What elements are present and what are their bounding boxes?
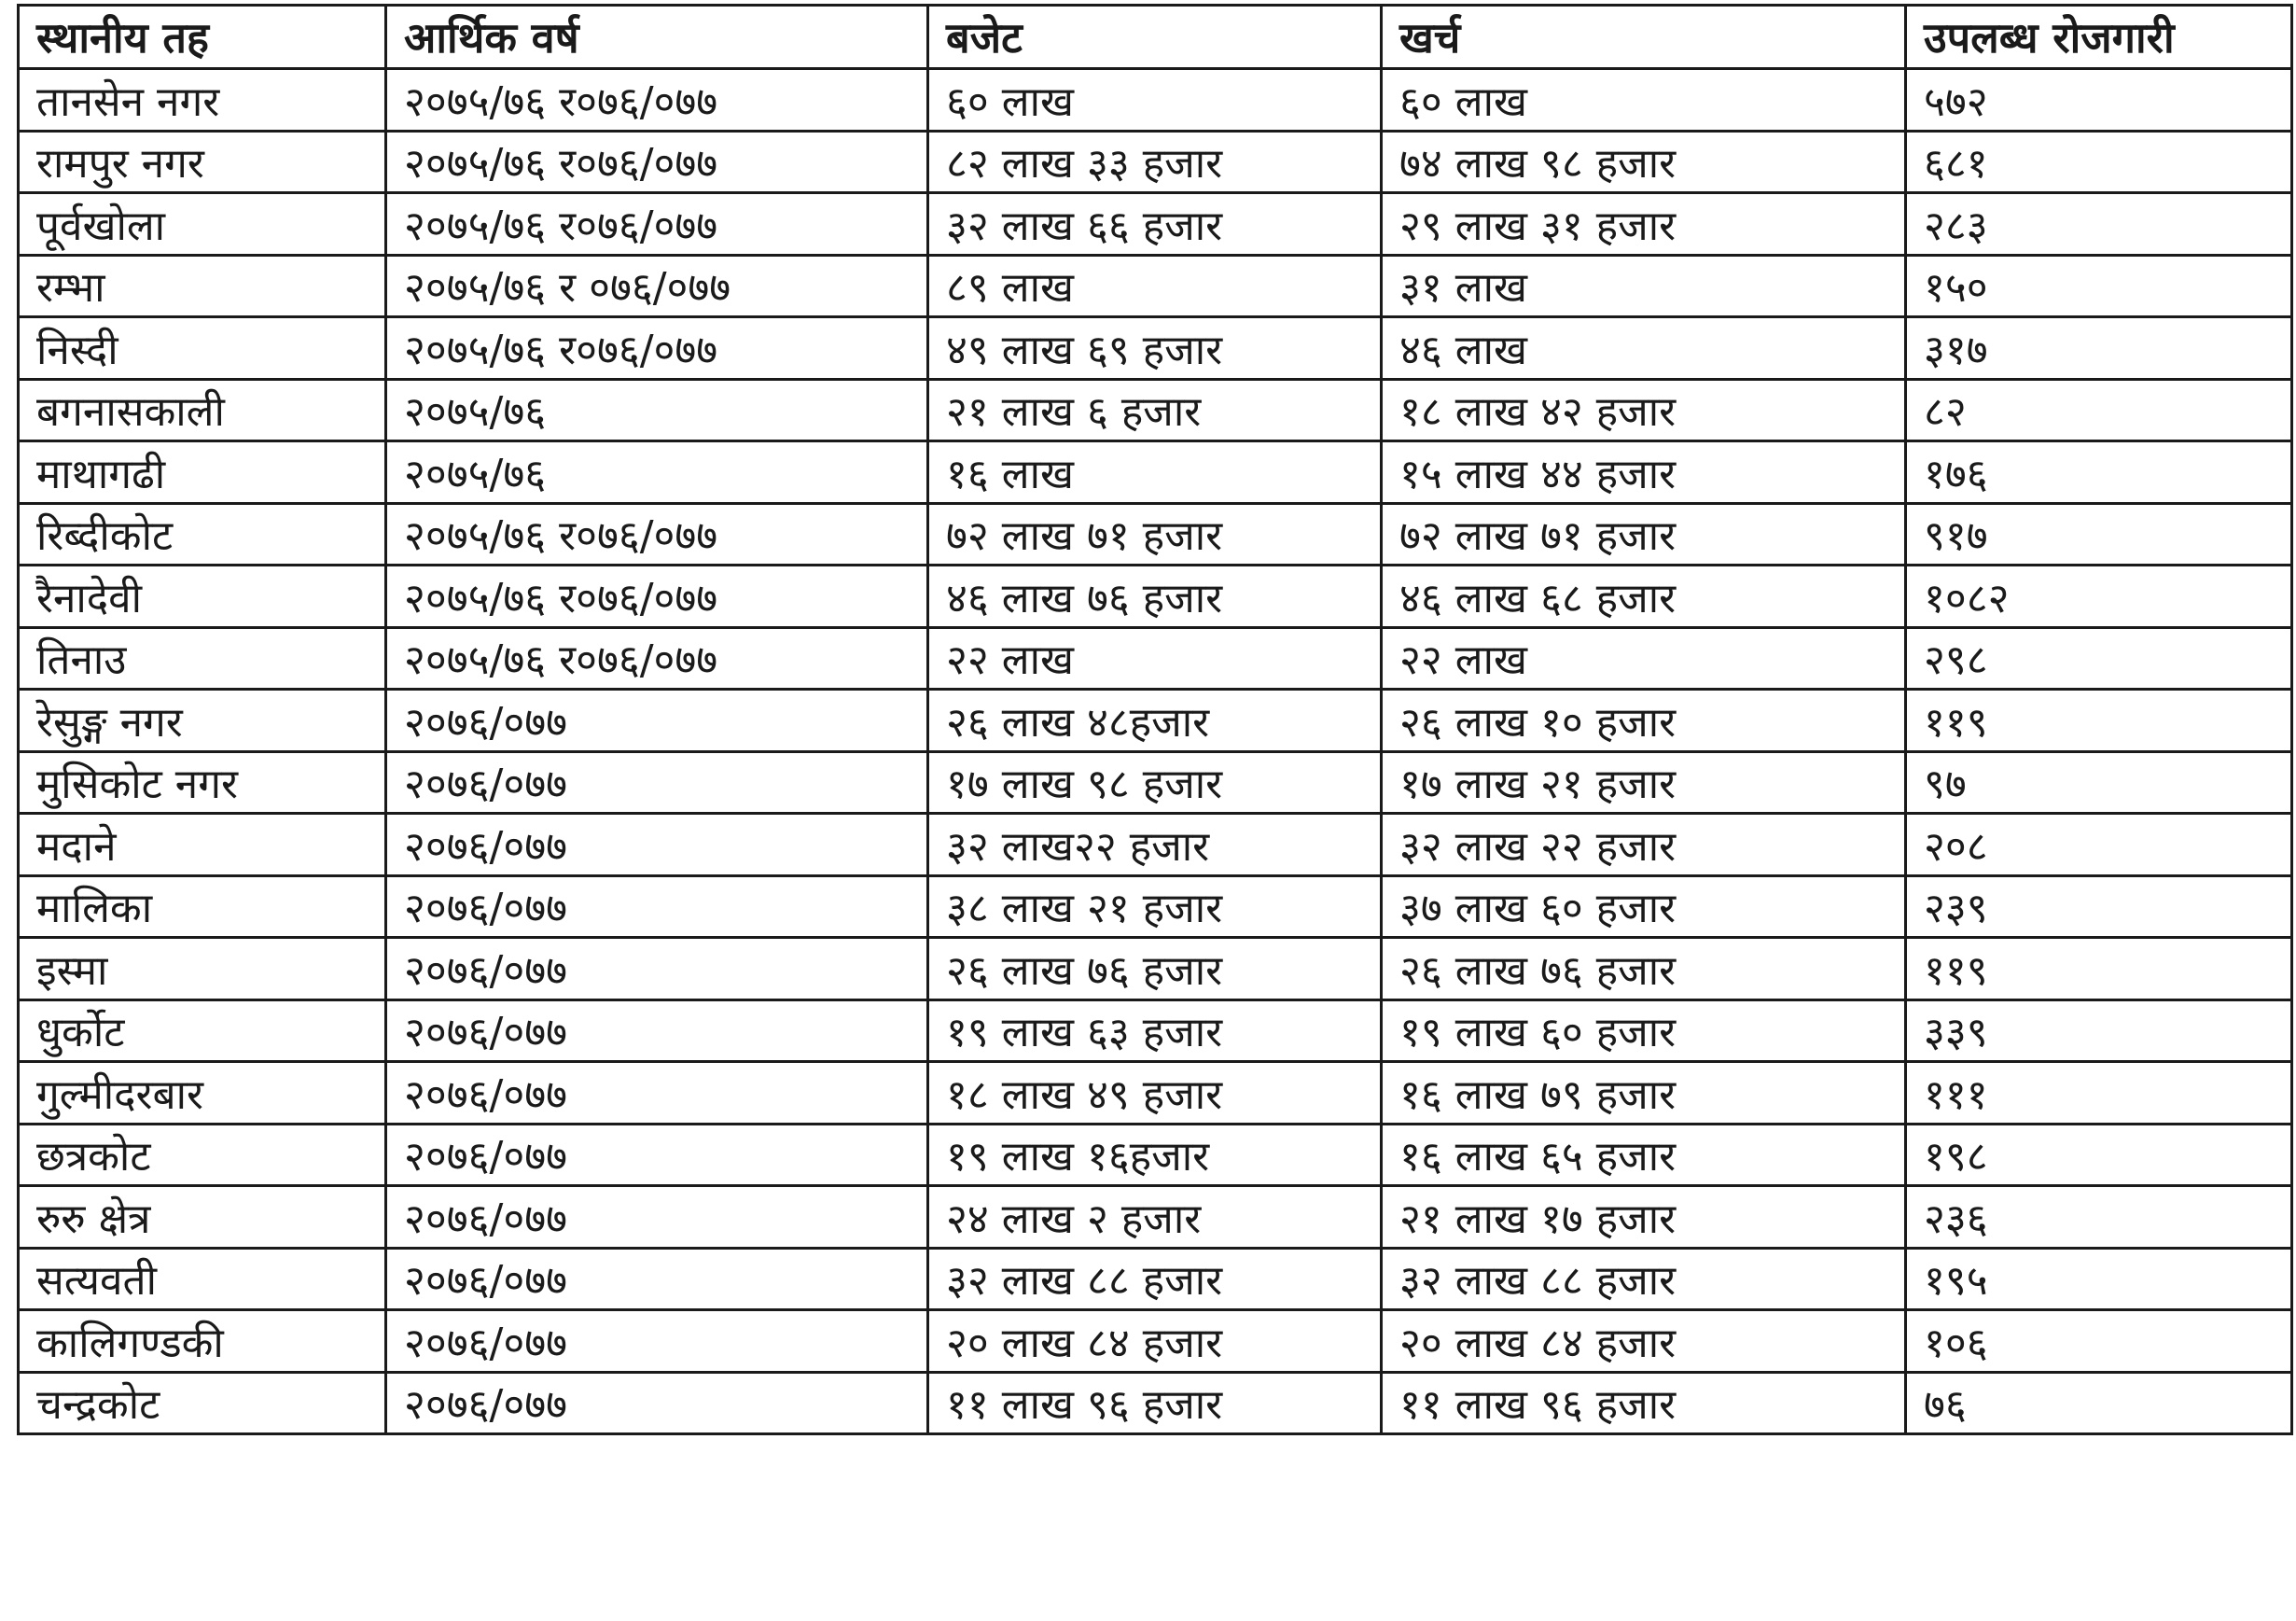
cell-budget: ७२ लाख ७१ हजार: [928, 503, 1382, 566]
cell-budget: १६ लाख: [928, 441, 1382, 504]
cell-local-level: बगनासकाली: [19, 379, 386, 441]
cell-expense: १६ लाख ७९ हजार: [1382, 1062, 1906, 1125]
cell-expense: १९ लाख ६० हजार: [1382, 999, 1906, 1062]
table-row: [19, 69, 2292, 132]
cell-expense: २२ लाख: [1382, 627, 1906, 690]
cell-employment: २९८: [1906, 627, 2292, 690]
table-row: [19, 1310, 2292, 1373]
table-header: [19, 6, 2292, 69]
cell-local-level: मालिका: [19, 875, 386, 938]
cell-employment: २८३: [1906, 193, 2292, 256]
cell-budget: २६ लाख ४८हजार: [928, 690, 1382, 752]
cell-employment: २३६: [1906, 1186, 2292, 1249]
cell-employment: ३१७: [1906, 317, 2292, 380]
table-row: [19, 379, 2292, 441]
cell-budget: २४ लाख २ हजार: [928, 1186, 1382, 1249]
header-local-level: स्थानीय तह: [19, 6, 386, 69]
cell-expense: ७४ लाख ९८ हजार: [1382, 131, 1906, 193]
cell-expense: ७२ लाख ७१ हजार: [1382, 503, 1906, 566]
table-row: [19, 1062, 2292, 1125]
header-fiscal-year: आर्थिक वर्ष: [386, 6, 928, 69]
cell-local-level: रेसुङ्ग नगर: [19, 690, 386, 752]
cell-employment: ७६: [1906, 1372, 2292, 1434]
cell-employment: १०८२: [1906, 566, 2292, 628]
cell-budget: ८२ लाख ३३ हजार: [928, 131, 1382, 193]
cell-budget: ३२ लाख ८८ हजार: [928, 1248, 1382, 1310]
cell-fiscal-year: २०७६/०७७: [386, 1186, 928, 1249]
cell-budget: २६ लाख ७६ हजार: [928, 938, 1382, 1000]
cell-budget: १९ लाख ६३ हजार: [928, 999, 1382, 1062]
cell-fiscal-year: २०७५/७६ र०७६/०७७: [386, 131, 928, 193]
cell-expense: ३१ लाख: [1382, 255, 1906, 317]
table-row: [19, 255, 2292, 317]
cell-expense: २९ लाख ३१ हजार: [1382, 193, 1906, 256]
cell-fiscal-year: २०७६/०७७: [386, 938, 928, 1000]
table-row: [19, 938, 2292, 1000]
cell-fiscal-year: २०७५/७६ र०७६/०७७: [386, 317, 928, 380]
cell-fiscal-year: २०७६/०७७: [386, 1310, 928, 1373]
cell-budget: ३२ लाख ६६ हजार: [928, 193, 1382, 256]
cell-local-level: माथागढी: [19, 441, 386, 504]
cell-fiscal-year: २०७६/०७७: [386, 1124, 928, 1186]
header-employment: उपलब्ध रोजगारी: [1906, 6, 2292, 69]
table-row: [19, 193, 2292, 256]
table-row: [19, 875, 2292, 938]
cell-employment: ६८१: [1906, 131, 2292, 193]
table-row: [19, 627, 2292, 690]
cell-local-level: मुसिकोट नगर: [19, 751, 386, 814]
header-expense: खर्च: [1382, 6, 1906, 69]
cell-fiscal-year: २०७५/७६ र०७६/०७७: [386, 193, 928, 256]
cell-employment: २३९: [1906, 875, 2292, 938]
cell-budget: ४६ लाख ७६ हजार: [928, 566, 1382, 628]
cell-employment: ३३९: [1906, 999, 2292, 1062]
cell-employment: ९१७: [1906, 503, 2292, 566]
header-row: [19, 6, 2292, 69]
employment-budget-table: [17, 4, 2293, 1435]
cell-employment: ११९: [1906, 690, 2292, 752]
cell-fiscal-year: २०७५/७६: [386, 441, 928, 504]
cell-local-level: तानसेन नगर: [19, 69, 386, 132]
cell-employment: १११: [1906, 1062, 2292, 1125]
cell-expense: ३२ लाख ८८ हजार: [1382, 1248, 1906, 1310]
cell-employment: १०६: [1906, 1310, 2292, 1373]
cell-expense: ३२ लाख २२ हजार: [1382, 814, 1906, 876]
table-row: [19, 814, 2292, 876]
cell-local-level: रामपुर नगर: [19, 131, 386, 193]
cell-fiscal-year: २०७५/७६ र०७६/०७७: [386, 503, 928, 566]
table-row: [19, 441, 2292, 504]
cell-employment: ८२: [1906, 379, 2292, 441]
cell-local-level: रैनादेवी: [19, 566, 386, 628]
cell-fiscal-year: २०७६/०७७: [386, 1372, 928, 1434]
cell-fiscal-year: २०७६/०७७: [386, 999, 928, 1062]
cell-budget: १९ लाख १६हजार: [928, 1124, 1382, 1186]
table-row: [19, 131, 2292, 193]
table-row: [19, 1124, 2292, 1186]
table-row: [19, 1186, 2292, 1249]
cell-expense: २० लाख ८४ हजार: [1382, 1310, 1906, 1373]
cell-budget: ३८ लाख २१ हजार: [928, 875, 1382, 938]
cell-local-level: तिनाउ: [19, 627, 386, 690]
cell-local-level: गुल्मीदरबार: [19, 1062, 386, 1125]
cell-expense: १६ लाख ६५ हजार: [1382, 1124, 1906, 1186]
cell-employment: १९८: [1906, 1124, 2292, 1186]
cell-local-level: कालिगण्डकी: [19, 1310, 386, 1373]
cell-budget: ११ लाख ९६ हजार: [928, 1372, 1382, 1434]
cell-employment: ५७२: [1906, 69, 2292, 132]
cell-local-level: छत्रकोट: [19, 1124, 386, 1186]
table-row: [19, 566, 2292, 628]
cell-budget: १७ लाख ९८ हजार: [928, 751, 1382, 814]
table-row: [19, 751, 2292, 814]
cell-fiscal-year: २०७६/०७७: [386, 690, 928, 752]
cell-expense: ३७ लाख ६० हजार: [1382, 875, 1906, 938]
cell-local-level: चन्द्रकोट: [19, 1372, 386, 1434]
cell-expense: ४६ लाख ६८ हजार: [1382, 566, 1906, 628]
table-row: [19, 999, 2292, 1062]
cell-budget: ४९ लाख ६९ हजार: [928, 317, 1382, 380]
cell-expense: १५ लाख ४४ हजार: [1382, 441, 1906, 504]
cell-fiscal-year: २०७५/७६: [386, 379, 928, 441]
cell-fiscal-year: २०७६/०७७: [386, 1062, 928, 1125]
cell-budget: २१ लाख ६ हजार: [928, 379, 1382, 441]
cell-employment: ९७: [1906, 751, 2292, 814]
cell-employment: २०८: [1906, 814, 2292, 876]
cell-expense: ११ लाख ९६ हजार: [1382, 1372, 1906, 1434]
cell-budget: ३२ लाख२२ हजार: [928, 814, 1382, 876]
cell-local-level: मदाने: [19, 814, 386, 876]
cell-local-level: रुरु क्षेत्र: [19, 1186, 386, 1249]
table-row: [19, 690, 2292, 752]
cell-expense: १८ लाख ४२ हजार: [1382, 379, 1906, 441]
cell-employment: ११९: [1906, 938, 2292, 1000]
cell-fiscal-year: २०७६/०७७: [386, 875, 928, 938]
table-row: [19, 1248, 2292, 1310]
cell-budget: १८ लाख ४९ हजार: [928, 1062, 1382, 1125]
cell-local-level: धुर्कोट: [19, 999, 386, 1062]
cell-budget: २० लाख ८४ हजार: [928, 1310, 1382, 1373]
cell-local-level: रम्भा: [19, 255, 386, 317]
cell-fiscal-year: २०७६/०७७: [386, 1248, 928, 1310]
cell-expense: ४६ लाख: [1382, 317, 1906, 380]
cell-local-level: रिब्दीकोट: [19, 503, 386, 566]
table-body: [19, 69, 2292, 1434]
table-row: [19, 317, 2292, 380]
cell-local-level: सत्यवती: [19, 1248, 386, 1310]
cell-budget: ६० लाख: [928, 69, 1382, 132]
cell-fiscal-year: २०७५/७६ र ०७६/०७७: [386, 255, 928, 317]
cell-fiscal-year: २०७६/०७७: [386, 814, 928, 876]
cell-fiscal-year: २०७५/७६ र०७६/०७७: [386, 627, 928, 690]
header-budget: बजेट: [928, 6, 1382, 69]
cell-expense: २१ लाख १७ हजार: [1382, 1186, 1906, 1249]
cell-employment: १५०: [1906, 255, 2292, 317]
cell-fiscal-year: २०७६/०७७: [386, 751, 928, 814]
cell-expense: ६० लाख: [1382, 69, 1906, 132]
cell-budget: २२ लाख: [928, 627, 1382, 690]
table-row: [19, 1372, 2292, 1434]
cell-employment: १७६: [1906, 441, 2292, 504]
cell-local-level: इस्मा: [19, 938, 386, 1000]
cell-employment: १९५: [1906, 1248, 2292, 1310]
cell-budget: ८९ लाख: [928, 255, 1382, 317]
cell-expense: २६ लाख ७६ हजार: [1382, 938, 1906, 1000]
cell-local-level: पूर्वखोला: [19, 193, 386, 256]
cell-expense: १७ लाख २१ हजार: [1382, 751, 1906, 814]
cell-fiscal-year: २०७५/७६ र०७६/०७७: [386, 69, 928, 132]
cell-local-level: निस्दी: [19, 317, 386, 380]
table-row: [19, 503, 2292, 566]
cell-fiscal-year: २०७५/७६ र०७६/०७७: [386, 566, 928, 628]
cell-expense: २६ लाख १० हजार: [1382, 690, 1906, 752]
